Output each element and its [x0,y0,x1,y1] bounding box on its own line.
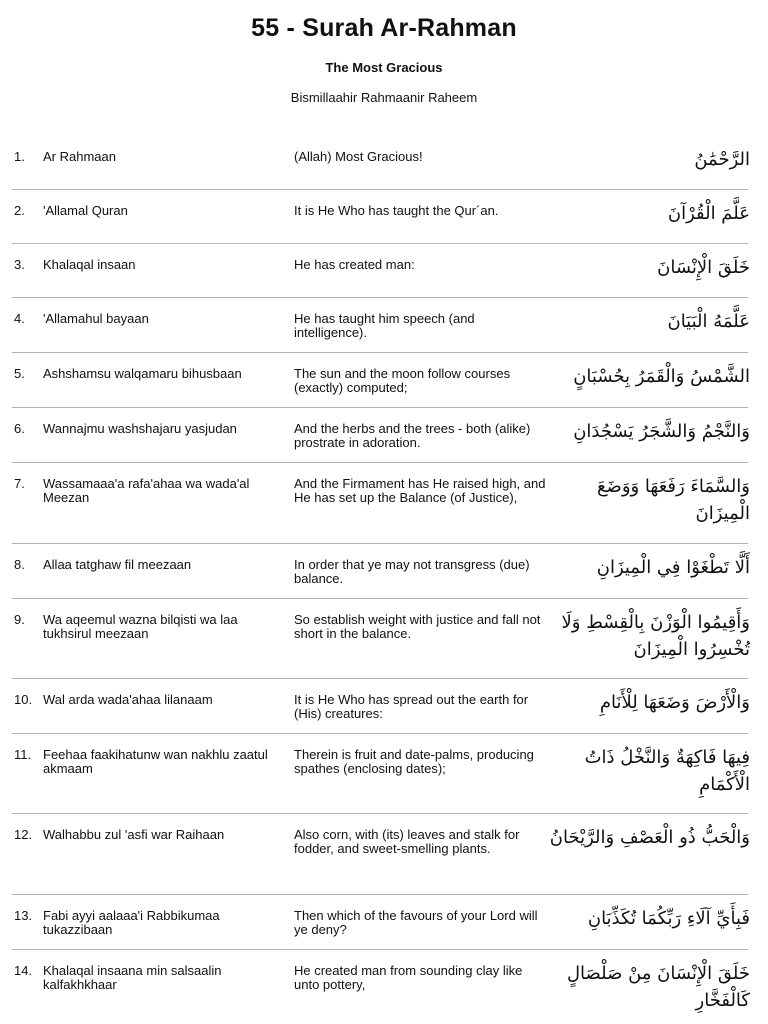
verse-arabic: وَالْحَبُّ ذُو الْعَصْفِ وَالرَّيْحَانُ [549,827,750,848]
verse-transliteration: Allaa tatghaw fil meezaan [43,557,192,572]
verse-arabic: الشَّمْسُ وَالْقَمَرُ بِحُسْبَانٍ [573,366,750,387]
row-divider [12,894,748,895]
verse-arabic: خَلَقَ الْإِنْسَانَ مِنْ صَلْصَالٍ كَالْفَخَّارِ [566,963,750,1011]
verse-number: 12. [14,827,33,842]
verse-arabic: خَلَقَ الْإِنْسَانَ [657,257,750,278]
row-divider [12,407,748,408]
verse-arabic: عَلَّمَهُ الْبَيَانَ [667,311,750,332]
verse-translation: The sun and the moon follow courses (exactly) computed; [294,366,511,395]
verse-number: 7. [14,476,25,491]
verse-transliteration: Khalaqal insaan [43,257,136,272]
verse-translation: In order that ye may not transgress (due) balance. [294,557,530,586]
verse-translation: It is He Who has taught the Qur´an. [294,203,499,218]
verse-translation: He has taught him speech (and intelligence). [294,311,475,340]
row-divider [12,243,748,244]
verse-number: 10. [14,692,33,707]
verse-number: 13. [14,908,33,923]
verse-number: 4. [14,311,25,326]
verse-transliteration: Wannajmu washshajaru yasjudan [43,421,237,436]
row-divider [12,462,748,463]
verse-translation: He created man from sounding clay like unto pottery, [294,963,523,992]
row-divider [12,678,748,679]
row-divider [12,297,748,298]
verse-translation: And the Firmament has He raised high, and He has set up the Balance (of Justice), [294,476,546,505]
verse-number: 3. [14,257,25,272]
verse-translation: He has created man: [294,257,415,272]
verse-arabic: فِيهَا فَاكِهَةٌ وَالنَّخْلُ ذَاتُ الْأَكْمَامِ [584,747,750,795]
verse-translation: Then which of the favours of your Lord will ye deny? [294,908,538,937]
row-divider [12,813,748,814]
verse-number: 8. [14,557,25,572]
verse-transliteration: Feehaa faakihatunw wan nakhlu zaatul akmaam [43,747,268,776]
verse-transliteration: 'Allamal Quran [43,203,128,218]
verse-transliteration: Wassamaaa'a rafa'ahaa wa wada'al Meezan [43,476,250,505]
row-divider [12,543,748,544]
verse-translation: Also corn, with (its) leaves and stalk for fodder, and sweet-smelling plants. [294,827,520,856]
verse-transliteration: Ashshamsu walqamaru bihusbaan [43,366,242,381]
verse-translation: So establish weight with justice and fall not short in the balance. [294,612,541,641]
verse-number: 5. [14,366,25,381]
verse-transliteration: Khalaqal insaana min salsaalin kalfakhkhaar [43,963,222,992]
verse-translation: And the herbs and the trees - both (alike) prostrate in adoration. [294,421,531,450]
verse-arabic: وَالْأَرْضَ وَضَعَهَا لِلْأَنَامِ [599,692,750,713]
verse-translation: It is He Who has spread out the earth for (His) creatures: [294,692,529,721]
verse-arabic: الرَّحْمَٰنُ [694,149,750,170]
verse-number: 9. [14,612,25,627]
verse-arabic: وَأَقِيمُوا الْوَزْنَ بِالْقِسْطِ وَلَا تُخْسِرُوا الْمِيزَانَ [561,612,750,660]
verse-transliteration: Wa aqeemul wazna bilqisti wa laa tukhsirul meezaan [43,612,238,641]
row-divider [12,352,748,353]
verse-arabic: وَالنَّجْمُ وَالشَّجَرُ يَسْجُدَانِ [573,421,750,442]
verse-number: 11. [14,747,32,762]
verse-transliteration: Walhabbu zul 'asfi war Raihaan [43,827,225,842]
bismillah-line: Bismillaahir Rahmaanir Raheem [290,90,478,105]
verse-number: 6. [14,421,25,436]
verse-number: 2. [14,203,25,218]
verse-transliteration: Wal arda wada'ahaa lilanaam [43,692,213,707]
verse-translation: Therein is fruit and date-palms, producing spathes (enclosing dates); [294,747,534,776]
page-subtitle: The Most Gracious [325,60,443,75]
verse-arabic: عَلَّمَ الْقُرْآنَ [667,203,750,224]
verse-transliteration: Ar Rahmaan [43,149,116,164]
verse-arabic: وَالسَّمَاءَ رَفَعَهَا وَوَضَعَ الْمِيزَانَ [596,476,750,524]
verse-transliteration: 'Allamahul bayaan [43,311,149,326]
verse-translation: (Allah) Most Gracious! [294,149,423,164]
verse-arabic: أَلَّا تَطْغَوْا فِي الْمِيزَانِ [596,557,750,578]
verse-arabic: فَبِأَيِّ آلَاءِ رَبِّكُمَا تُكَذِّبَانِ [587,908,750,929]
verse-transliteration: Fabi ayyi aalaaa'i Rabbikumaa tukazzibaan [43,908,220,937]
row-divider [12,598,748,599]
row-divider [12,733,748,734]
row-divider [12,189,748,190]
row-divider [12,949,748,950]
page-title: 55 - Surah Ar-Rahman [251,14,517,42]
verse-number: 14. [14,963,33,978]
verse-number: 1. [14,149,25,164]
